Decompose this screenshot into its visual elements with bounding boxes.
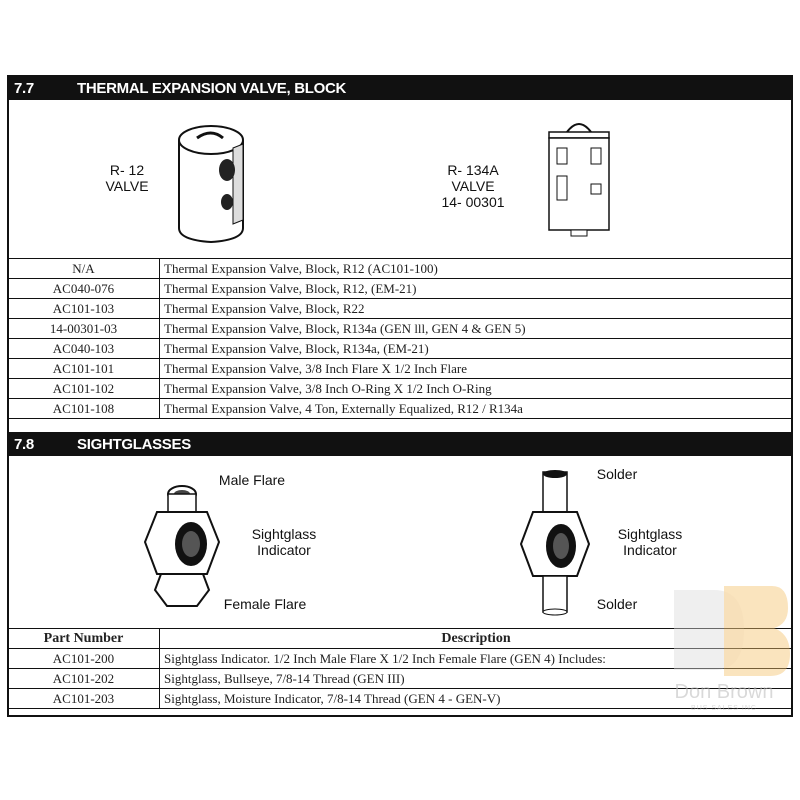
description-cell: Thermal Expansion Valve, Block, R22 — [160, 299, 793, 319]
r134a-label: R- 134A VALVE 14- 00301 — [441, 162, 505, 210]
table-row — [8, 379, 793, 399]
female-flare-label: Female Flare — [223, 596, 307, 612]
watermark-subtext: BUS SALES INC — [691, 705, 757, 712]
section-7-8-header — [7, 432, 793, 456]
section-7-7-header — [7, 76, 793, 100]
table-row — [8, 279, 793, 299]
description-cell: Sightglass Indicator. 1/2 Inch Male Flare X 1/2 Inch Female Flare (GEN 4) Includes: — [160, 649, 793, 669]
sightglass-indicator-right-label: Sightglass Indicator — [617, 526, 683, 558]
table-row — [8, 359, 793, 379]
description-cell: Thermal Expansion Valve, Block, R12 (AC101-100) — [160, 259, 793, 279]
part-number-cell: AC101-202 — [8, 669, 160, 689]
header-description: Description — [160, 629, 793, 649]
description-cell: Thermal Expansion Valve, Block, R134a (GEN lll, GEN 4 & GEN 5) — [160, 319, 793, 339]
part-number-cell: AC101-200 — [8, 649, 160, 669]
table-row — [8, 259, 793, 279]
solder-sightglass-drawing — [515, 468, 595, 618]
description-cell: Thermal Expansion Valve, Block, R134a, (EM-21) — [160, 339, 793, 359]
section-number: 7.8 — [14, 435, 34, 453]
table-row — [8, 399, 793, 419]
description-cell: Thermal Expansion Valve, 3/8 Inch O-Ring X 1/2 Inch O-Ring — [160, 379, 793, 399]
male-flare-label: Male Flare — [218, 472, 286, 488]
sightglass-indicator-label: Sightglass Indicator — [251, 526, 317, 558]
section-number: 7.7 — [14, 79, 34, 97]
flare-sightglass-drawing — [137, 482, 227, 622]
part-number-cell: 14-00301-03 — [8, 319, 160, 339]
description-cell: Sightglass, Bullseye, 7/8-14 Thread (GEN III) — [160, 669, 793, 689]
header-part-number: Part Number — [8, 629, 160, 649]
section-title: THERMAL EXPANSION VALVE, BLOCK — [77, 79, 347, 97]
description-cell: Sightglass, Moisture Indicator, 7/8-14 Thread (GEN 4 - GEN-V) — [160, 689, 793, 709]
valve-image-panel — [9, 100, 791, 257]
table-row — [8, 339, 793, 359]
part-number-cell: AC101-101 — [8, 359, 160, 379]
part-number-cell: AC040-103 — [8, 339, 160, 359]
r12-valve-drawing — [171, 110, 261, 250]
description-cell: Thermal Expansion Valve, Block, R12, (EM-21) — [160, 279, 793, 299]
r12-label: R- 12 VALVE — [105, 162, 149, 194]
description-cell: Thermal Expansion Valve, 4 Ton, Externally Equalized, R12 / R134a — [160, 399, 793, 419]
don-brown-watermark-logo — [654, 580, 794, 720]
valve-parts-table — [7, 258, 793, 419]
part-number-cell: AC101-103 — [8, 299, 160, 319]
part-number-cell: N/A — [8, 259, 160, 279]
solder-bottom-label: Solder — [596, 596, 638, 612]
watermark-text: Don Brown — [674, 681, 774, 703]
section-title: SIGHTGLASSES — [77, 435, 191, 453]
part-number-cell: AC101-108 — [8, 399, 160, 419]
solder-top-label: Solder — [596, 466, 638, 482]
part-number-cell: AC101-203 — [8, 689, 160, 709]
part-number-cell: AC040-076 — [8, 279, 160, 299]
table-row — [8, 299, 793, 319]
r134a-valve-drawing — [539, 112, 619, 252]
description-cell: Thermal Expansion Valve, 3/8 Inch Flare X 1/2 Inch Flare — [160, 359, 793, 379]
table-row — [8, 319, 793, 339]
part-number-cell: AC101-102 — [8, 379, 160, 399]
